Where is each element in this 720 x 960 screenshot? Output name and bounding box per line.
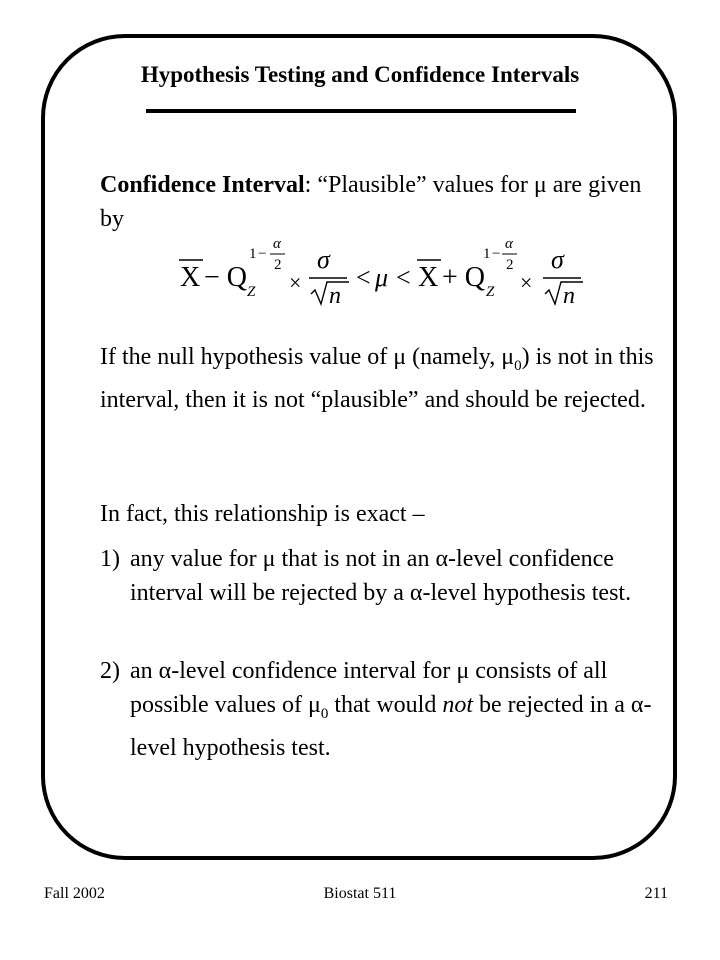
formula-plus-q: + Q — [442, 262, 486, 293]
confidence-interval-label: Confidence Interval — [100, 172, 305, 198]
slide-title: Hypothesis Testing and Confidence Intervals — [140, 62, 580, 87]
list-emphasis: not — [442, 692, 474, 718]
footer-term: Fall 2002 — [44, 885, 105, 902]
formula-sup-minus: − — [492, 246, 501, 262]
formula-sigma: σ — [551, 245, 564, 274]
list-number: 1) — [100, 546, 120, 572]
null-text-part2: ) is not in this interval, then it is not “plausible” and should be rejected. — [100, 344, 654, 413]
list-item — [100, 542, 665, 610]
formula-sup-minus: − — [258, 246, 267, 262]
null-text-part1: If the null hypothesis value of μ (namely, μ — [100, 344, 515, 370]
null-hypothesis-paragraph — [100, 340, 665, 417]
list-subscript: 0 — [320, 705, 329, 722]
formula-lt: < — [356, 263, 371, 292]
confidence-interval-formula — [177, 226, 607, 310]
list-number: 2) — [100, 658, 120, 684]
footer-course: Biostat 511 — [323, 885, 397, 902]
formula-times: × — [520, 270, 533, 295]
formula-xbar: X — [418, 262, 439, 293]
title-underline — [146, 109, 576, 113]
formula-alpha: α — [505, 236, 513, 252]
list-text-part3: be rejected in a α-level hypothesis test. — [130, 692, 652, 761]
footer-page-number: 211 — [644, 885, 668, 902]
formula-lt: < — [396, 263, 411, 292]
formula-sigma: σ — [317, 245, 330, 274]
formula-sup-one: 1 — [483, 246, 491, 262]
formula-n: n — [329, 283, 341, 309]
list-text: any value for μ that is not in an α-level confidence interval will be rejected by a α-level hypothesis test. — [130, 546, 632, 606]
list-text-part2: that would — [328, 692, 443, 718]
formula-alpha: α — [273, 236, 281, 252]
formula-times: × — [289, 270, 302, 295]
formula-mu: μ — [375, 263, 389, 292]
confidence-interval-text: : “Plausible” values for μ are given by — [100, 172, 642, 232]
formula-two: 2 — [274, 257, 282, 273]
fact-line: In fact, this relationship is exact – — [100, 501, 425, 527]
formula-two: 2 — [506, 257, 514, 273]
list-text-part1: an α-level confidence interval for μ consists of all possible values of μ — [130, 658, 608, 718]
formula-n: n — [563, 283, 575, 309]
null-subscript: 0 — [514, 357, 522, 374]
formula-minus-q: − Q — [204, 262, 248, 293]
formula-sub-z: Z — [247, 284, 256, 300]
list-text — [130, 654, 665, 765]
list-item — [100, 654, 665, 765]
formula-xbar: X — [180, 262, 201, 293]
formula-sub-z: Z — [486, 284, 495, 300]
formula-sup-one: 1 — [249, 246, 257, 262]
